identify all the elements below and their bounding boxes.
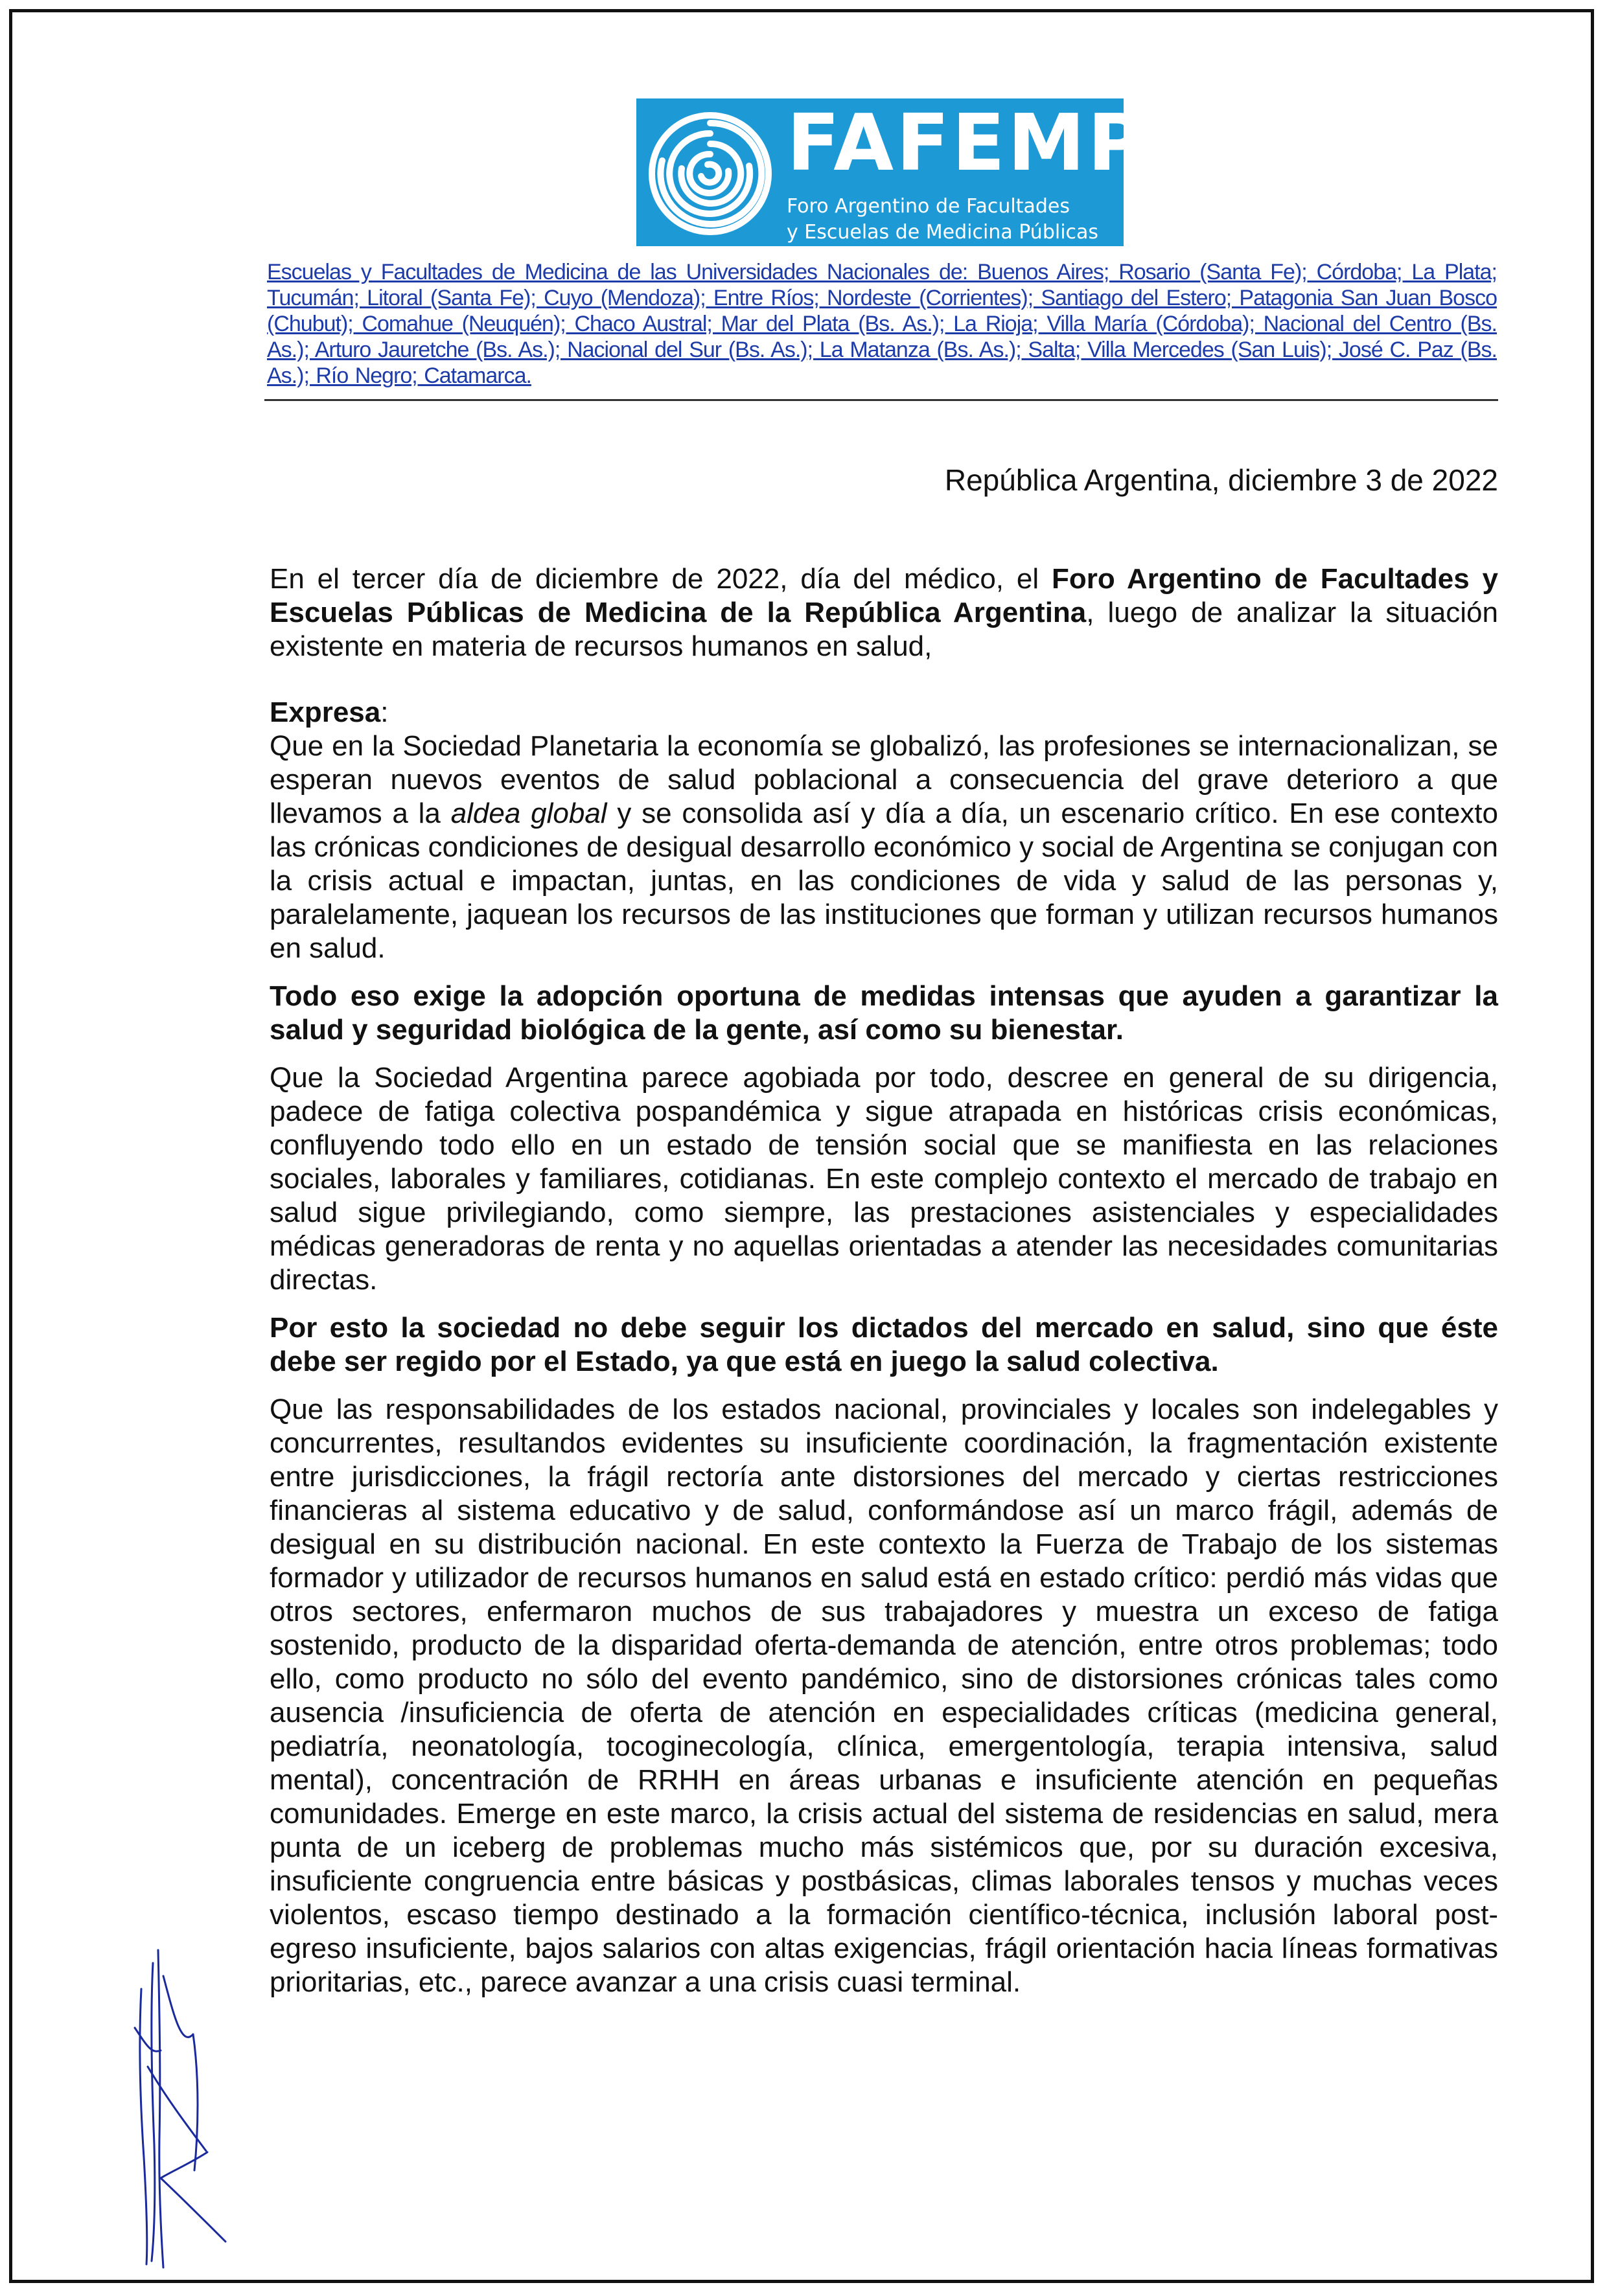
expresa-colon: : [380, 696, 389, 728]
expresa-heading [270, 696, 1498, 729]
bold-statement-2: Por esto la sociedad no debe seguir los dictados del mercado en salud, sino que éste debe ser regido por el Estado, ya que está en juego la salud colectiva. [270, 1312, 1498, 1377]
logo-subtitle-line1: Foro Argentino de Facultades [787, 195, 1070, 218]
fafemp-logo [636, 98, 1148, 246]
expresa-label: Expresa [270, 696, 381, 728]
logo-subtitle-line2: y Escuelas de Medicina Públicas [787, 221, 1099, 244]
header-divider [264, 399, 1498, 401]
paragraph-2: Que la Sociedad Argentina parece agobiada por todo, descree en general de su dirigencia, padece de fatiga colectiva pospandémica y sigue atrapada en históricas crisis económicas, confluyendo todo ello en un estado de tensión social que se manifiesta en las relaciones sociales, laborales y familiares, cotidianas. En este complejo contexto el mercado de trabajo en salud sigue privilegiando, como siempre, las prestaciones asistenciales y especialidades médicas generadoras de renta y no aquellas orientadas a atender las necesidades comunitarias directas. [270, 1062, 1498, 1296]
handwritten-signature-icon [122, 1937, 238, 2274]
intro-paragraph [270, 562, 1498, 663]
paragraph-3: Que las responsabilidades de los estados nacional, provinciales y locales son indelegables y concurrentes, resultandos evidentes su insuficiente coordinación, la fragmentación existente entre jurisdicciones, la frágil rectoría ante distorsiones del mercado y ciertas restricciones financieras al sistema educativo y de salud, conformándose así un marco frágil, además de desigual en su distribución nacional. En este contexto la Fuerza de Trabajo de los sistemas formador y utilizador de recursos humanos en salud está en estado crítico: perdió más vidas que otros sectores, enfermaron muchos de sus trabajadores y muestra un exceso de fatiga sostenido, producto de la disparidad oferta-demanda de atención, entre otros problemas; todo ello, como producto no sólo del evento pandémico, sino de distorsiones crónicas tales como ausencia /insuficiencia de oferta de atención en especialidades críticas (medicina general, pediatría, neonatología, tocoginecología, clínica, emergentología, terapia intensiva, salud mental), concentración de RRHH en áreas urbanas e insuficiente atención en pequeñas comunidades. Emerge en este marco, la crisis actual del sistema de residencias en salud, mera punta de un iceberg de problemas mucho más sistémicos que, por su duración excesiva, insuficiente congruencia entre básicas y postbásicas, climas laborales tensos y muchas veces violentos, escaso tiempo destinado a la formación científico-técnica, inclusión laboral post-egreso insuficiente, bajos salarios con altas exigencias, frágil orientación hacia líneas formativas prioritarias, etc., parece avanzar a una crisis cuasi terminal. [270, 1394, 1498, 1998]
paragraph-1 [270, 729, 1498, 965]
paragraph-1-end: y se consolida así y día a día, un escenario crítico. En ese contexto las crónicas condiciones de desigual desarrollo económico y social de Argentina se conjugan con la crisis actual e impactan, juntas, en las condiciones de vida y salud de las personas y, paralelamente, jaquean los recursos de las instituciones que forman y utilizan recursos humanos en salud. [270, 798, 1498, 964]
aldea-global-emphasis: aldea global [450, 798, 607, 829]
intro-text-start: En el tercer día de diciembre de 2022, día del médico, el [270, 563, 1052, 595]
date-line: República Argentina, diciembre 3 de 2022 [944, 463, 1498, 497]
bold-statement-1: Todo eso exige la adopción oportuna de medidas intensas que ayuden a garantizar la salud y seguridad biológica de la gente, así como su bienestar. [270, 980, 1498, 1046]
intro-text-end: , luego de analizar la situación existente en materia de recursos humanos en salud, [270, 597, 1499, 662]
member-schools-list: Escuelas y Facultades de Medicina de las Universidades Nacionales de: Buenos Aires; Rosario (Santa Fe); Córdoba; La Plata; Tucumán; Litoral (Santa Fe); Cuyo (Mendoza); Entre Ríos; Nordeste (Corrientes); Santiago del Estero; Patagonia San Juan Bosco (Chubut); Comahue (Neuquén); Chaco Austral; Mar del Plata (Bs. As.); La Rioja; Villa María (Córdoba); Nacional del Centro (Bs. As.); Arturo Jauretche (Bs. As.); Nacional del Sur (Bs. As.); La Matanza (Bs. As.); Salta; Villa Mercedes (San Luis); José C. Paz (Bs. As.); Río Negro; Catamarca. [267, 260, 1497, 388]
paragraph-1-start: Que en la Sociedad Planetaria la economía se globalizó, las profesiones se internacionalizan, se esperan nuevos eventos de salud poblacional a consecuencia del grave deterioro a que llevamos a la [270, 730, 1498, 829]
logo-name: FAFEMP [787, 98, 1148, 189]
forum-name: Foro Argentino de Facultades y Escuelas Públicas de Medicina de la República Argentina [270, 563, 1498, 628]
letter-body [270, 562, 1498, 1999]
spiral-emblem-icon [645, 109, 775, 238]
